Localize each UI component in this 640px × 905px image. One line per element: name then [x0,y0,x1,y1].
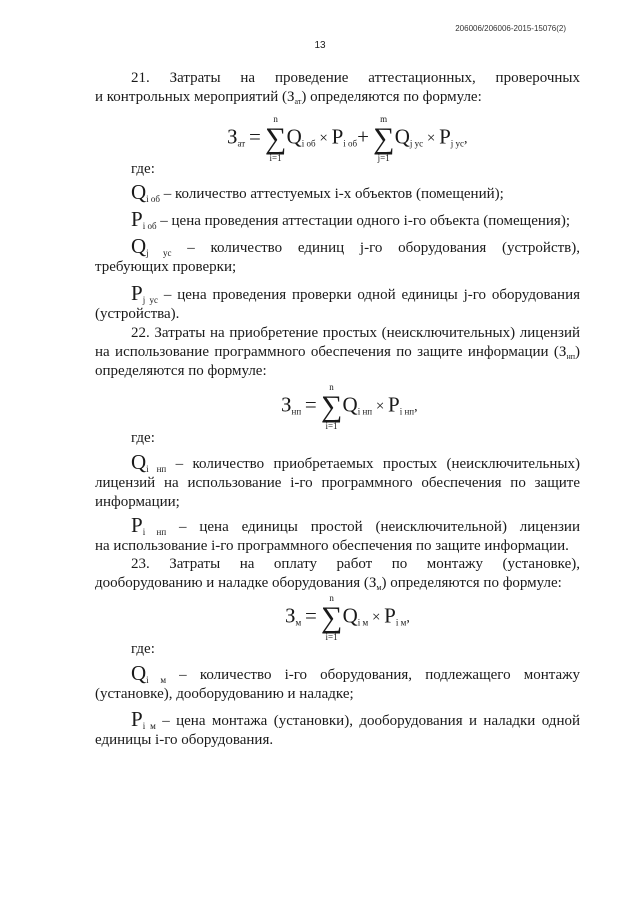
item23-line2: дооборудованию и наладке оборудования $(З_м)$ определяются по формуле: [95,575,562,592]
def-q-inp-cont1: лицензий на использование i-го программного обеспечения по защите [95,475,580,491]
formula-22: $З_{нп}$ = n ∑ i=1 $Q_{i нп} \times P_{i нп}$, [281,382,418,431]
def-p-im: $P_{i м}$ – цена монтажа (установки), дооборудования и наладки одной [131,707,580,731]
formula-21: $З_{ат}$ = n ∑ i=1 $Q_{i об} \times P_{i об}+$ m ∑ j=1 $Q_{j ус} \times P_{j ус}$, [227,114,468,163]
def-p-iob: $P_{i об}$ – цена проведения аттестации одного i-го объекта (помещения); [131,207,570,231]
sum-symbol: n ∑ i=1 [320,593,343,642]
def-p-inp-cont1: на использование i-го программного обеспечения по защите информации. [95,538,569,554]
where-label: где: [131,161,155,177]
item22-line1: 22. Затраты на приобретение простых (неисключительных) лицензий [131,325,580,341]
def-q-inp: $Q_{i нп}$ – количество приобретаемых простых (неисключительных) [131,450,580,474]
page-number: 13 [314,40,326,51]
def-p-inp: $P_{i нп}$ – цена единицы простой (неисключительной) лицензии [131,513,580,537]
sum-symbol: m ∑ j=1 [372,114,395,163]
formula-23: $З_м$ = n ∑ i=1 $Q_{i м} \times P_{i м}$, [285,593,410,642]
item21-line2: и контрольных мероприятий $(З_{ат})$ определяются по формуле: [95,89,482,106]
def-p-im-cont1: единицы i-го оборудования. [95,732,274,748]
def-q-inp-cont2: информации; [95,494,180,510]
def-q-iob: $Q_{i об}$ – количество аттестуемых i-х объектов (помещений); [131,180,504,204]
def-p-jus-cont: (устройства). [95,306,180,322]
def-q-im-cont1: (установке), дооборудованию и наладке; [95,686,354,702]
item22-line3: определяются по формуле: [95,363,267,379]
document-id: 206006/206006-2015-15076(2) [455,24,566,33]
def-q-jus: $Q_{j ус}$ – количество единиц j-го оборудования (устройств), [131,234,580,258]
sum-symbol: n ∑ i=1 [264,114,287,163]
def-p-jus: $P_{j ус}$ – цена проведения проверки одной единицы j-го оборудования [131,281,580,305]
item23-line1: 23. Затраты на оплату работ по монтажу (установке), [131,556,580,572]
where-label: где: [131,641,155,657]
def-q-im: $Q_{i м}$ – количество i-го оборудования, подлежащего монтажу [131,661,581,685]
item21-line1: 21. Затраты на проведение аттестационных, проверочных [131,70,580,86]
item22-line2: на использование программного обеспечения по защите информации $(З_{нп})$ [95,344,580,361]
sum-symbol: n ∑ i=1 [320,382,343,431]
where-label: где: [131,430,155,446]
def-q-jus-cont: требующих проверки; [95,259,237,275]
